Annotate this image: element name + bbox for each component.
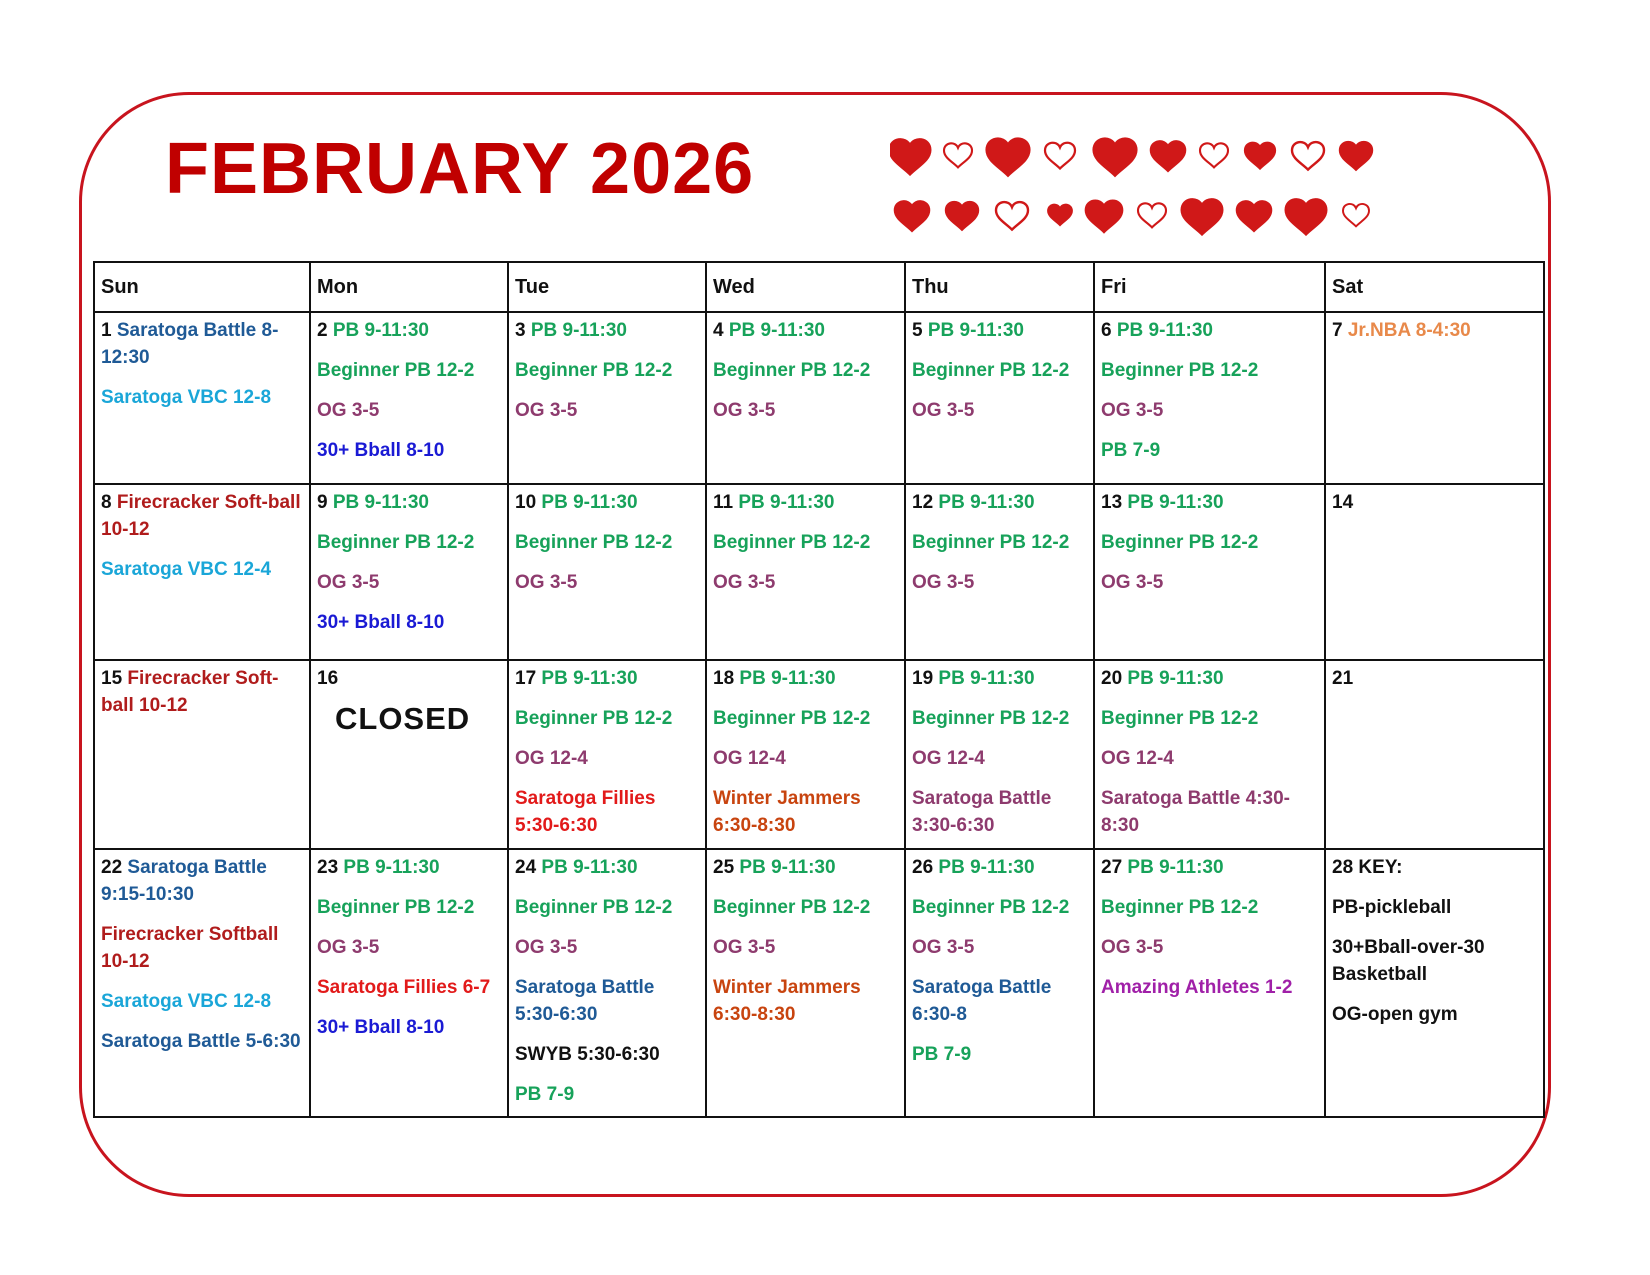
event-text: PB 9-11:30 xyxy=(343,857,440,878)
week-row xyxy=(94,484,1544,660)
event-text: Beginner PB 12-2 xyxy=(713,708,871,729)
event-text: PB 9-11:30 xyxy=(332,492,429,513)
event-text: PB 9-11:30 xyxy=(738,492,835,513)
event-text: Beginner PB 12-2 xyxy=(713,897,871,918)
event-text: OG 3-5 xyxy=(912,400,975,421)
event-text: OG 3-5 xyxy=(515,572,578,593)
event-entry xyxy=(515,934,699,961)
day-number: 4 xyxy=(713,320,724,341)
event-text: 30+ Bball 8-10 xyxy=(317,612,445,633)
heart-icon xyxy=(996,202,1028,230)
event-entry xyxy=(317,357,501,384)
event-text: PB 9-11:30 xyxy=(1127,668,1224,689)
event-entry xyxy=(713,489,898,516)
heart-icon xyxy=(946,202,978,230)
day-number: 28 xyxy=(1332,857,1354,878)
event-text: PB 9-11:30 xyxy=(938,857,1035,878)
day-cell xyxy=(1325,484,1544,660)
event-entry xyxy=(515,397,699,424)
event-text: Beginner PB 12-2 xyxy=(515,897,673,918)
heart-icon xyxy=(1086,201,1122,232)
day-cell xyxy=(706,484,905,660)
weekday-header-row xyxy=(94,262,1544,312)
event-text: Beginner PB 12-2 xyxy=(912,897,1070,918)
event-entry xyxy=(1332,894,1537,921)
heart-icon xyxy=(1048,205,1072,226)
day-cell xyxy=(905,849,1094,1117)
event-entry xyxy=(713,529,898,556)
event-entry xyxy=(912,974,1087,1028)
event-entry xyxy=(1332,317,1537,344)
weekday-thu: Thu xyxy=(905,262,1094,312)
day-number: 15 xyxy=(101,668,123,689)
day-cell xyxy=(508,312,706,484)
event-text: Firecracker Soft-ball 10-12 xyxy=(101,668,279,716)
event-text: Beginner PB 12-2 xyxy=(317,897,475,918)
event-entry xyxy=(317,854,501,881)
day-cell xyxy=(1325,660,1544,849)
event-text: Beginner PB 12-2 xyxy=(1101,897,1259,918)
heart-icon xyxy=(1094,139,1136,175)
event-text: Saratoga Battle 5-6:30 xyxy=(101,1031,301,1052)
event-entry xyxy=(101,1028,303,1055)
event-entry xyxy=(713,569,898,596)
day-cell xyxy=(94,660,310,849)
event-entry xyxy=(713,397,898,424)
day-number: 3 xyxy=(515,320,526,341)
event-entry xyxy=(515,854,699,881)
heart-icon xyxy=(944,143,972,167)
day-number: 8 xyxy=(101,492,112,513)
heart-icon xyxy=(1286,200,1326,234)
week-row xyxy=(94,312,1544,484)
event-entry xyxy=(912,665,1087,692)
event-text: OG 3-5 xyxy=(515,400,578,421)
day-number: 22 xyxy=(101,857,123,878)
day-number: 16 xyxy=(317,668,339,689)
event-text: Beginner PB 12-2 xyxy=(713,532,871,553)
event-entry xyxy=(713,934,898,961)
event-text: OG 3-5 xyxy=(713,937,776,958)
event-text: OG 12-4 xyxy=(1101,748,1174,769)
event-entry xyxy=(101,489,303,543)
day-cell xyxy=(508,484,706,660)
event-text: OG 12-4 xyxy=(912,748,985,769)
event-entry xyxy=(713,665,898,692)
event-text: OG 3-5 xyxy=(713,572,776,593)
event-entry xyxy=(912,854,1087,881)
event-text: PB 9-11:30 xyxy=(938,668,1035,689)
event-entry xyxy=(912,489,1087,516)
weekday-wed: Wed xyxy=(706,262,905,312)
event-entry xyxy=(317,317,501,344)
event-text: Saratoga Battle 5:30-6:30 xyxy=(515,977,655,1025)
heart-icon xyxy=(890,140,930,174)
day-cell xyxy=(310,849,508,1117)
day-number: 9 xyxy=(317,492,328,513)
event-entry xyxy=(1101,317,1318,344)
event-text: OG 3-5 xyxy=(317,937,380,958)
event-entry xyxy=(515,705,699,732)
heart-icon xyxy=(1292,142,1324,170)
event-text: OG 3-5 xyxy=(713,400,776,421)
event-entry xyxy=(515,665,699,692)
event-entry xyxy=(317,934,501,961)
event-text: Beginner PB 12-2 xyxy=(515,708,673,729)
event-text: Beginner PB 12-2 xyxy=(515,532,673,553)
event-entry xyxy=(713,317,898,344)
day-cell xyxy=(310,484,508,660)
event-text: Saratoga Battle 3:30-6:30 xyxy=(912,788,1052,836)
page-title: FEBRUARY 2026 xyxy=(165,129,755,209)
day-number: 1 xyxy=(101,320,112,341)
event-text: PB-pickleball xyxy=(1332,897,1452,918)
event-text: PB 9-11:30 xyxy=(332,320,429,341)
event-entry xyxy=(101,854,303,908)
event-text: PB 9-11:30 xyxy=(541,668,638,689)
event-text: Firecracker Soft-ball 10-12 xyxy=(101,492,301,540)
event-entry xyxy=(1101,397,1318,424)
event-entry xyxy=(1101,569,1318,596)
event-text: Beginner PB 12-2 xyxy=(317,532,475,553)
event-entry xyxy=(1101,785,1318,839)
event-entry xyxy=(1101,934,1318,961)
event-entry xyxy=(713,785,898,839)
event-entry xyxy=(1101,745,1318,772)
event-text: PB 7-9 xyxy=(912,1044,972,1065)
event-entry xyxy=(101,556,303,583)
event-text: Beginner PB 12-2 xyxy=(912,532,1070,553)
event-text: Jr.NBA 8-4:30 xyxy=(1347,320,1471,341)
event-text: Beginner PB 12-2 xyxy=(1101,708,1259,729)
day-number: 27 xyxy=(1101,857,1123,878)
event-entry xyxy=(515,317,699,344)
event-text: Saratoga Battle 9:15-10:30 xyxy=(101,857,267,905)
event-text: Beginner PB 12-2 xyxy=(1101,360,1259,381)
day-cell xyxy=(1094,660,1325,849)
day-cell xyxy=(905,312,1094,484)
event-entry xyxy=(713,705,898,732)
event-entry xyxy=(912,529,1087,556)
event-entry xyxy=(912,705,1087,732)
heart-icon xyxy=(1245,143,1275,169)
event-text: Saratoga Battle 8-12:30 xyxy=(101,320,279,368)
event-text: PB 9-11:30 xyxy=(927,320,1024,341)
event-text: PB 7-9 xyxy=(1101,440,1161,461)
event-entry xyxy=(515,489,699,516)
day-cell xyxy=(706,312,905,484)
day-cell xyxy=(706,849,905,1117)
event-entry xyxy=(1332,854,1537,881)
day-number: 21 xyxy=(1332,668,1354,689)
event-text: OG 12-4 xyxy=(713,748,786,769)
event-entry xyxy=(1101,357,1318,384)
day-cell xyxy=(905,660,1094,849)
weekday-tue: Tue xyxy=(508,262,706,312)
event-entry xyxy=(713,894,898,921)
event-text: KEY: xyxy=(1358,857,1403,878)
event-text: PB 9-11:30 xyxy=(739,668,836,689)
heart-icon xyxy=(1200,143,1228,167)
event-entry xyxy=(101,384,303,411)
event-entry xyxy=(515,974,699,1028)
event-text: OG 3-5 xyxy=(1101,400,1164,421)
event-text: Saratoga Battle 6:30-8 xyxy=(912,977,1052,1025)
event-text: PB 9-11:30 xyxy=(938,492,1035,513)
day-number: 13 xyxy=(1101,492,1123,513)
event-entry xyxy=(101,921,303,975)
event-text: Firecracker Softball 10-12 xyxy=(101,924,279,972)
event-entry xyxy=(515,357,699,384)
event-entry xyxy=(1101,974,1318,1001)
event-text: OG 3-5 xyxy=(317,572,380,593)
event-text: PB 9-11:30 xyxy=(739,857,836,878)
event-text: Beginner PB 12-2 xyxy=(515,360,673,381)
event-text: Beginner PB 12-2 xyxy=(912,360,1070,381)
day-number: 11 xyxy=(713,492,734,513)
day-number: 26 xyxy=(912,857,934,878)
event-text: OG-open gym xyxy=(1332,1004,1458,1025)
heart-icon xyxy=(1151,141,1185,170)
day-cell xyxy=(706,660,905,849)
event-text: Beginner PB 12-2 xyxy=(1101,532,1259,553)
event-text: PB 9-11:30 xyxy=(1127,492,1224,513)
event-entry xyxy=(912,785,1087,839)
event-entry xyxy=(515,745,699,772)
event-entry xyxy=(515,894,699,921)
week-row xyxy=(94,849,1544,1117)
event-entry xyxy=(713,357,898,384)
event-entry xyxy=(912,934,1087,961)
event-entry xyxy=(317,397,501,424)
event-entry xyxy=(1101,894,1318,921)
day-cell xyxy=(1094,484,1325,660)
event-entry xyxy=(515,785,699,839)
heart-icon xyxy=(1182,200,1222,234)
day-cell xyxy=(310,312,508,484)
week-row xyxy=(94,660,1544,849)
event-text: Saratoga VBC 12-8 xyxy=(101,991,272,1012)
weekday-sat: Sat xyxy=(1325,262,1544,312)
day-cell xyxy=(508,660,706,849)
event-entry xyxy=(317,609,501,636)
event-entry xyxy=(317,437,501,464)
event-entry xyxy=(912,357,1087,384)
event-entry xyxy=(515,1081,699,1108)
day-number: 20 xyxy=(1101,668,1123,689)
event-text: PB 9-11:30 xyxy=(530,320,627,341)
event-entry xyxy=(1332,934,1537,988)
closed-label: CLOSED xyxy=(335,701,471,736)
event-entry xyxy=(101,988,303,1015)
event-entry xyxy=(317,489,501,516)
event-entry xyxy=(515,569,699,596)
event-text: Saratoga Fillies 6-7 xyxy=(317,977,491,998)
event-text: OG 3-5 xyxy=(912,572,975,593)
event-text: 30+ Bball 8-10 xyxy=(317,1017,445,1038)
event-entry xyxy=(317,974,501,1001)
event-text: OG 3-5 xyxy=(1101,572,1164,593)
event-text: PB 9-11:30 xyxy=(541,492,638,513)
event-text: OG 3-5 xyxy=(515,937,578,958)
event-text: 30+ Bball 8-10 xyxy=(317,440,445,461)
event-text: Saratoga VBC 12-4 xyxy=(101,559,272,580)
heart-icon xyxy=(1237,201,1271,230)
day-cell xyxy=(508,849,706,1117)
event-entry xyxy=(1332,1001,1537,1028)
event-text: PB 9-11:30 xyxy=(541,857,638,878)
event-text: Saratoga VBC 12-8 xyxy=(101,387,272,408)
event-text: Winter Jammers 6:30-8:30 xyxy=(713,788,861,836)
event-entry xyxy=(317,529,501,556)
event-entry xyxy=(912,745,1087,772)
heart-icon xyxy=(987,139,1029,175)
event-text: Beginner PB 12-2 xyxy=(317,360,475,381)
event-entry xyxy=(101,665,303,719)
day-cell xyxy=(94,312,310,484)
event-entry xyxy=(713,854,898,881)
event-entry xyxy=(912,317,1087,344)
heart-icon xyxy=(1343,204,1369,226)
event-entry xyxy=(515,529,699,556)
event-entry xyxy=(713,974,898,1028)
event-text: 30+Bball-over-30 Basketball xyxy=(1332,937,1485,985)
event-text: PB 9-11:30 xyxy=(1127,857,1224,878)
event-text: PB 9-11:30 xyxy=(728,320,825,341)
event-text: Winter Jammers 6:30-8:30 xyxy=(713,977,861,1025)
event-entry xyxy=(1101,529,1318,556)
event-text: Saratoga Fillies 5:30-6:30 xyxy=(515,788,656,836)
event-entry xyxy=(912,397,1087,424)
day-number: 2 xyxy=(317,320,328,341)
event-entry xyxy=(1101,705,1318,732)
day-number: 23 xyxy=(317,857,339,878)
day-number: 19 xyxy=(912,668,934,689)
event-text: Saratoga Battle 4:30-8:30 xyxy=(1101,788,1291,836)
event-entry xyxy=(317,569,501,596)
event-entry xyxy=(317,1014,501,1041)
weekday-sun: Sun xyxy=(94,262,310,312)
event-entry xyxy=(1101,665,1318,692)
event-text: PB 9-11:30 xyxy=(1116,320,1213,341)
event-entry xyxy=(515,1041,699,1068)
heart-icon xyxy=(1138,203,1166,227)
event-text: OG 3-5 xyxy=(317,400,380,421)
event-text: Beginner PB 12-2 xyxy=(713,360,871,381)
heart-icon xyxy=(1045,143,1075,169)
event-text: PB 7-9 xyxy=(515,1084,575,1105)
event-entry xyxy=(1101,489,1318,516)
day-cell xyxy=(1325,312,1544,484)
day-cell xyxy=(94,484,310,660)
day-number: 18 xyxy=(713,668,735,689)
event-entry xyxy=(101,317,303,371)
day-cell xyxy=(905,484,1094,660)
day-number: 6 xyxy=(1101,320,1112,341)
event-entry xyxy=(912,569,1087,596)
event-text: Amazing Athletes 1-2 xyxy=(1101,977,1293,998)
event-text: Beginner PB 12-2 xyxy=(912,708,1070,729)
day-cell xyxy=(1094,849,1325,1117)
event-entry xyxy=(317,894,501,921)
day-number: 7 xyxy=(1332,320,1343,341)
event-text: OG 12-4 xyxy=(515,748,588,769)
heart-icon xyxy=(895,201,929,230)
day-number: 14 xyxy=(1332,492,1354,513)
event-text: SWYB 5:30-6:30 xyxy=(515,1044,660,1065)
day-number: 25 xyxy=(713,857,735,878)
event-entry xyxy=(912,1041,1087,1068)
event-entry xyxy=(912,894,1087,921)
heart-icon xyxy=(1340,142,1372,170)
event-entry xyxy=(1101,854,1318,881)
weekday-fri: Fri xyxy=(1094,262,1325,312)
day-cell xyxy=(1325,849,1544,1117)
event-entry xyxy=(1101,437,1318,464)
day-number: 17 xyxy=(515,668,537,689)
day-number: 5 xyxy=(912,320,923,341)
event-entry xyxy=(713,745,898,772)
event-text: OG 3-5 xyxy=(1101,937,1164,958)
day-cell xyxy=(1094,312,1325,484)
day-cell xyxy=(310,660,508,849)
day-number: 24 xyxy=(515,857,537,878)
event-text: OG 3-5 xyxy=(912,937,975,958)
day-number: 10 xyxy=(515,492,537,513)
calendar-grid xyxy=(93,261,1545,1118)
weekday-mon: Mon xyxy=(310,262,508,312)
hearts-decoration xyxy=(890,130,1420,250)
day-cell xyxy=(94,849,310,1117)
day-number: 12 xyxy=(912,492,934,513)
